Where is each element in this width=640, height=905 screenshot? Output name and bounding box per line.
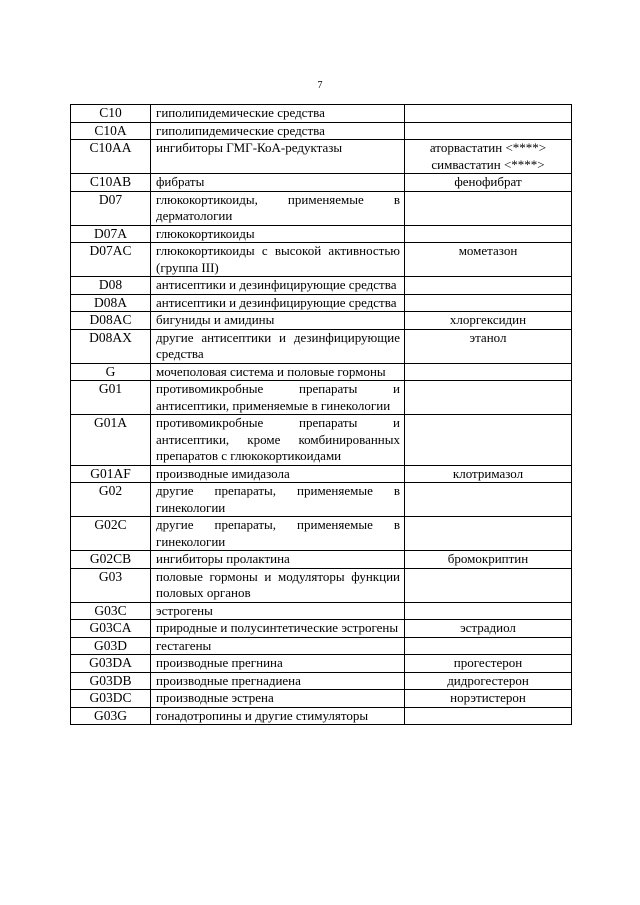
group-name-cell: глюкокортикоиды [151,225,405,243]
atc-code-cell: D08A [71,294,151,312]
drug-name-cell: клотримазол [405,465,572,483]
atc-code-cell: D08AC [71,312,151,330]
drug-name-cell: фенофибрат [405,174,572,192]
drug-name-cell: мометазон [405,243,572,277]
atc-code-cell: D08 [71,277,151,295]
drug-name-cell [405,517,572,551]
atc-code-cell: G03DB [71,672,151,690]
drug-name-cell [405,415,572,466]
table-row [71,225,572,243]
group-name-cell: глюкокортикоиды с высокой активностью (группа III) [151,243,405,277]
group-name-cell: противомикробные препараты и антисептики, применяемые в гинекологии [151,381,405,415]
group-name-cell: противомикробные препараты и антисептики, кроме комбинированных препаратов с глюкокортикоидами [151,415,405,466]
table-row [71,465,572,483]
drug-name-cell: бромокриптин [405,551,572,569]
group-name-cell: бигуниды и амидины [151,312,405,330]
atc-code-cell: D07 [71,191,151,225]
atc-code-cell: G02 [71,483,151,517]
atc-code-cell: G02C [71,517,151,551]
table-row [71,690,572,708]
table-row [71,140,572,174]
atc-code-cell: G03G [71,707,151,725]
drug-name-cell [405,105,572,123]
group-name-cell: половые гормоны и модуляторы функции половых органов [151,568,405,602]
table-row [71,312,572,330]
table-row [71,122,572,140]
drug-name-cell [405,381,572,415]
group-name-cell: антисептики и дезинфицирующие средства [151,277,405,295]
drug-name-cell [405,637,572,655]
drug-name-cell [405,568,572,602]
drug-name-cell [405,191,572,225]
atc-code-cell: C10AB [71,174,151,192]
drug-name-cell [405,363,572,381]
table-row [71,568,572,602]
table-row [71,602,572,620]
drug-name-cell: прогестерон [405,655,572,673]
group-name-cell: гиполипидемические средства [151,122,405,140]
table-row [71,655,572,673]
table-row [71,277,572,295]
group-name-cell: гиполипидемические средства [151,105,405,123]
table-row [71,637,572,655]
group-name-cell: другие препараты, применяемые в гинекологии [151,517,405,551]
group-name-cell: другие препараты, применяемые в гинекологии [151,483,405,517]
drug-name-cell [405,122,572,140]
table-row [71,381,572,415]
table-row [71,551,572,569]
atc-code-cell: G03D [71,637,151,655]
table-row [71,191,572,225]
table-row [71,105,572,123]
table-row [71,329,572,363]
table-row [71,620,572,638]
table-row [71,672,572,690]
group-name-cell: природные и полусинтетические эстрогены [151,620,405,638]
table-row [71,174,572,192]
page-number: 7 [317,80,323,91]
table-body [71,105,572,725]
table-row [71,363,572,381]
table-row [71,415,572,466]
drug-name-cell [405,707,572,725]
atc-code-cell: G03CA [71,620,151,638]
atc-code-cell: G01AF [71,465,151,483]
table-row [71,294,572,312]
drug-name-cell: этанол [405,329,572,363]
group-name-cell: производные эстрена [151,690,405,708]
group-name-cell: гонадотропины и другие стимуляторы [151,707,405,725]
group-name-cell: фибраты [151,174,405,192]
atc-code-cell: D07AC [71,243,151,277]
group-name-cell: производные прегнадиена [151,672,405,690]
drug-name-cell: норэтистерон [405,690,572,708]
atc-code-cell: G03 [71,568,151,602]
group-name-cell: антисептики и дезинфицирующие средства [151,294,405,312]
atc-code-cell: G02CB [71,551,151,569]
atc-code-cell: D07A [71,225,151,243]
drug-name-cell [405,294,572,312]
drug-name-cell [405,483,572,517]
atc-code-cell: D08AX [71,329,151,363]
table-row [71,483,572,517]
group-name-cell: производные имидазола [151,465,405,483]
drug-name-cell [405,277,572,295]
group-name-cell: эстрогены [151,602,405,620]
atc-code-cell: C10A [71,122,151,140]
atc-code-cell: C10 [71,105,151,123]
group-name-cell: ингибиторы пролактина [151,551,405,569]
atc-code-cell: G01 [71,381,151,415]
table-row [71,707,572,725]
atc-code-cell: G01A [71,415,151,466]
drug-name-cell [405,225,572,243]
drug-name-cell: дидрогестерон [405,672,572,690]
drug-name-cell: аторвастатин <****> симвастатин <****> [405,140,572,174]
drug-name-cell: хлоргексидин [405,312,572,330]
atc-code-cell: C10AA [71,140,151,174]
drug-name-cell: эстрадиол [405,620,572,638]
atc-code-cell: G03DC [71,690,151,708]
group-name-cell: ингибиторы ГМГ-КоА-редуктазы [151,140,405,174]
atc-code-cell: G03C [71,602,151,620]
table-row [71,517,572,551]
group-name-cell: другие антисептики и дезинфицирующие средства [151,329,405,363]
table-row [71,243,572,277]
drug-name-cell [405,602,572,620]
group-name-cell: глюкокортикоиды, применяемые в дерматологии [151,191,405,225]
atc-code-cell: G03DA [71,655,151,673]
atc-code-cell: G [71,363,151,381]
atc-drug-table [70,104,572,725]
group-name-cell: производные прегнина [151,655,405,673]
group-name-cell: мочеполовая система и половые гормоны [151,363,405,381]
group-name-cell: гестагены [151,637,405,655]
